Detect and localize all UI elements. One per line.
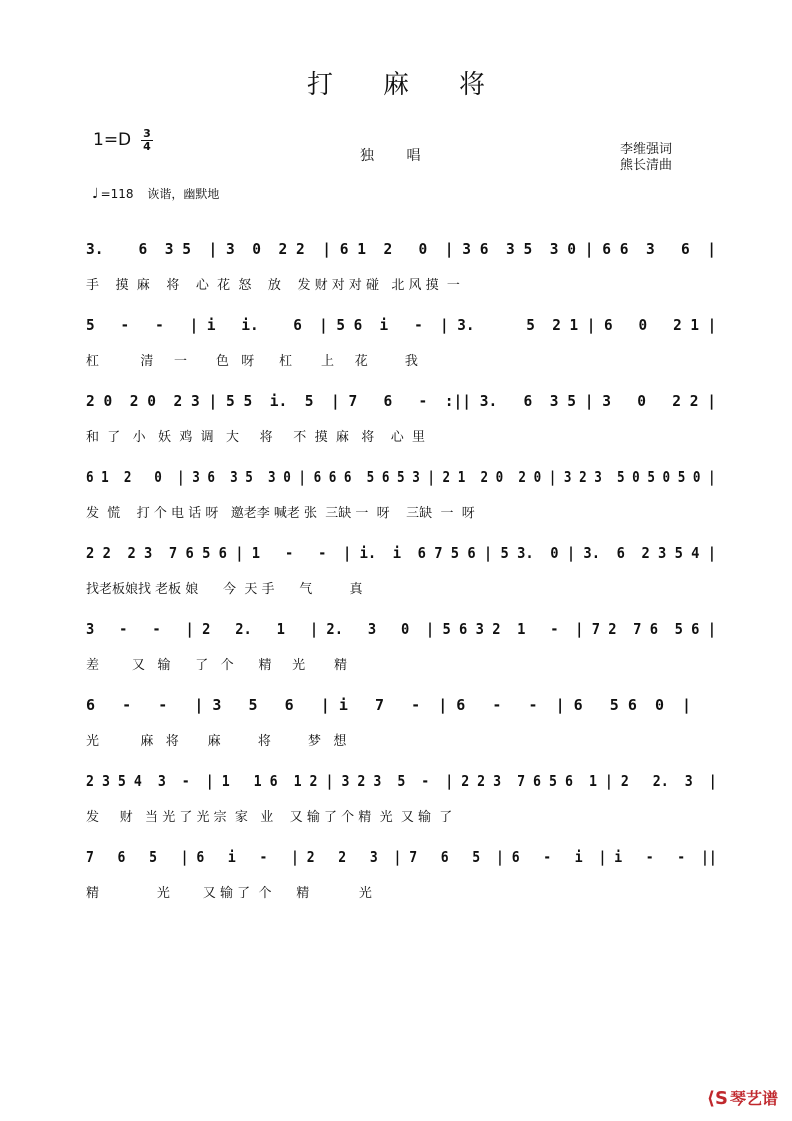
time-signature-top: 3: [143, 127, 151, 140]
lyric-line: 和 了 小 妖 鸡 调 大 将 不 摸 麻 将 心 里: [86, 430, 426, 445]
time-signature-bottom: 4: [143, 140, 151, 153]
key-signature: 1=D: [93, 130, 132, 150]
lyric-line: 精 光 又 输 了 个 精 光: [86, 886, 372, 901]
lyric-line: 发 财 当 光 了 光 宗 家 业 又 输 了 个 精 光 又 输 了: [86, 810, 453, 825]
notation-row: [86, 468, 716, 492]
lyric-line: 找老板娘找 老板 娘 今 天 手 气 真: [86, 582, 363, 597]
notation-line: 6 1 2 0 | 3 6 3 5 3 0 | 6 6 6 5 6 5 3 | 2 1 2 0 2 0 | 3 2 3 5 0 5 0 5 0 |: [86, 468, 716, 486]
notation-line: 6 - - | 3 5 6 | i 7 - | 6 - - | 6 5 6 0 |: [86, 696, 692, 714]
composer-credit: 熊长清曲: [620, 158, 673, 173]
notation-row: [86, 696, 716, 720]
notation-row: [86, 392, 716, 416]
notation-line: 5 - - | i i. 6 | 5 6 i - | 3. 5 2 1 | 6 0 2 1 |: [86, 316, 717, 334]
site-logo: [707, 1086, 778, 1109]
logo-icon: ⟨S: [706, 1088, 728, 1109]
notation-line: 3 - - | 2 2. 1 | 2. 3 0 | 5 6 3 2 1 - | 7 2 7 6 5 6 |: [86, 620, 717, 638]
expression-mark: 诙谐，幽默地: [147, 187, 220, 201]
notation-row: [86, 848, 716, 872]
performance-mark: 独 唱: [360, 148, 435, 164]
time-signature: [140, 128, 154, 153]
tempo-mark: [92, 185, 219, 202]
lyric-line: 手 摸 麻 将 心 花 怒 放 发 财 对 对 碰 北 风 摸 一: [86, 278, 460, 293]
lyric-line: 杠 清 一 色 呀 杠 上 花 我: [86, 354, 418, 369]
lyric-line: 光 麻 将 麻 将 梦 想: [86, 734, 347, 749]
notation-line: 2 2 2 3 7 6 5 6 | 1 - - | i. i 6 7 5 6 | 5 3. 0 | 3. 6 2 3 5 4 |: [86, 544, 717, 562]
notation-line: 2 0 2 0 2 3 | 5 5 i. 5 | 7 6 - :|| 3. 6 3 5 | 3 0 2 2 |: [86, 392, 717, 410]
quarter-note-icon: ♩: [92, 186, 99, 202]
notation-row: [86, 316, 716, 340]
notation-line: 3. 6 3 5 | 3 0 2 2 | 6 1 2 0 | 3 6 3 5 3 0 | 6 6 3 6 |: [86, 240, 717, 258]
notation-line: 7 6 5 | 6 i - | 2 2 3 | 7 6 5 | 6 - i | i - - ||: [86, 848, 717, 866]
logo-text: 琴艺谱: [729, 1089, 778, 1108]
lyric-line: 差 又 输 了 个 精 光 精: [86, 658, 348, 673]
lyric-line: 发 慌 打 个 电 话 呀 邀老李 喊老 张 三缺 一 呀 三缺 一 呀: [86, 506, 475, 521]
notation-row: [86, 620, 716, 644]
tempo-value: =118: [100, 187, 134, 201]
notation-line: 2 3 5 4 3 - | 1 1 6 1 2 | 3 2 3 5 - | 2 2 3 7 6 5 6 1 | 2 2. 3 |: [86, 772, 717, 790]
lyricist-credit: 李维强词: [620, 142, 673, 157]
notation-row: [86, 772, 716, 796]
notation-row: [86, 240, 716, 264]
notation-row: [86, 544, 716, 568]
song-title: 打麻将: [306, 70, 535, 100]
